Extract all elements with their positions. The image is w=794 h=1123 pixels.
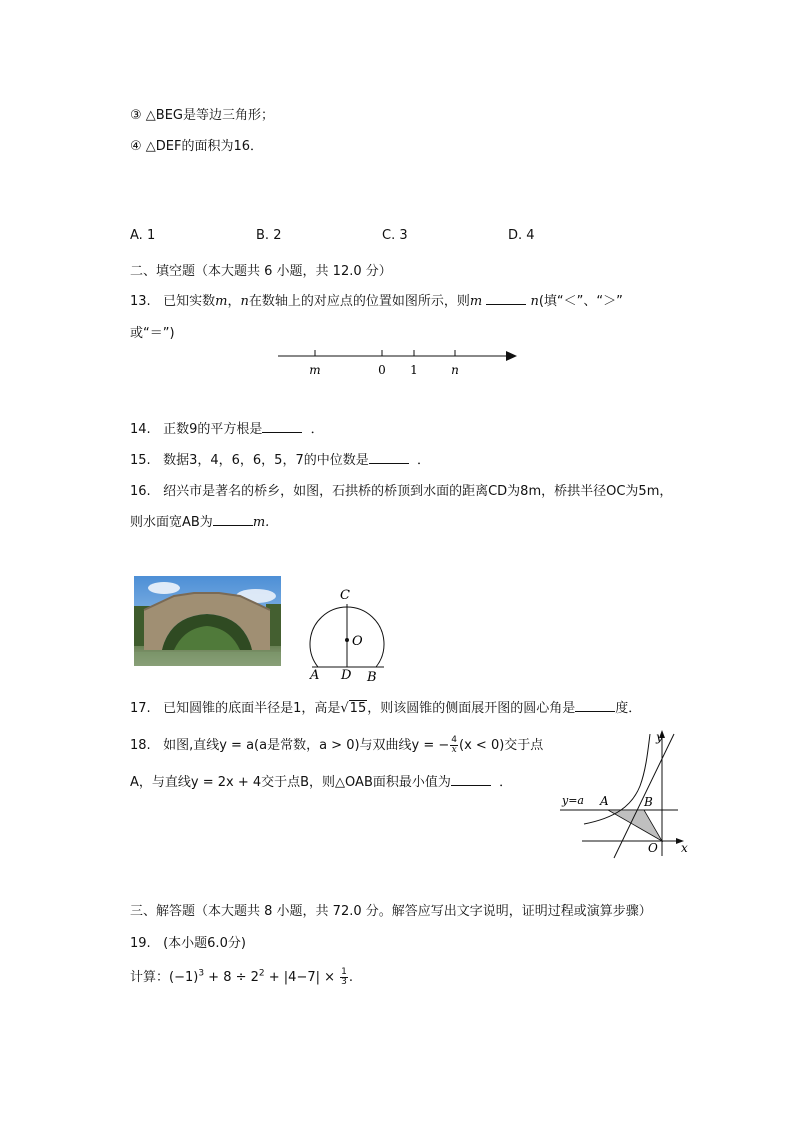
arch-figure [304,584,394,684]
center-point [345,638,349,642]
label-a: A [310,668,320,683]
answer-blank[interactable] [451,772,491,786]
answer-blank[interactable] [213,512,253,526]
number-line-figure [274,345,524,381]
question-13-line2: 或“＝”) [130,326,175,341]
label-y: y [656,730,663,744]
question-18: 18. 如图,直线y = a(a是常数，a > 0)与双曲线y = − $\frac{4}{x}$ (x < 0)交于点 [130,735,544,755]
label-1: 1 [410,363,418,377]
answer-blank[interactable] [575,698,615,712]
label-o: O [352,634,363,649]
fraction: $\frac{1}{3}$ [341,967,347,987]
question-18-line2: A，与直线y = 2x + 4交于点B，则△OAB面积最小值为 ． [130,771,512,790]
choice-d[interactable]: D. 4 [508,228,535,243]
statement-3 [130,104,274,123]
label-n: n [451,363,459,377]
label-point-o: O [648,841,658,855]
label-point-a: A [600,794,609,808]
question-19-header: 19. (本小题6.0分) [130,936,246,951]
question-19-expression: 计算：$(-1)^3 + 8 \div 2^2 + |4-7|$ × $\frac{1}{3}$ . [130,967,354,987]
statement-marker: ④ [130,139,142,154]
label-y-equals-a: y=a [562,794,584,807]
question-15: 15. 数据3，4，6，6，5，7的中位数是 ． [130,449,430,468]
answer-blank[interactable] [486,291,526,305]
statement-4 [130,135,263,154]
bridge-photo [134,576,281,666]
label-0: 0 [378,363,386,377]
statement-text: △BEG是等边三角形； [145,108,275,123]
choice-b[interactable]: B. 2 [256,228,282,243]
choice-a[interactable]: A. 1 [130,228,156,243]
label-c: C [340,588,350,603]
statement-text: △DEF的面积为16． [145,139,264,154]
hyperbola-figure [560,728,696,860]
label-d: D [341,668,352,683]
section-title: 三、解答题（本大题共 8 小题，共 72.0 分。解答应写出文字说明，证明过程或演算步骤） [130,904,652,919]
answer-blank[interactable] [262,419,302,433]
answer-blank[interactable] [369,450,409,464]
fraction: $\frac{4}{x}$ [451,735,458,755]
question-17: 17. 已知圆锥的底面半径是1，高是√15，则该圆锥的侧面展开图的圆心角是 度． [130,697,641,716]
statement-marker: ③ [130,108,142,123]
label-x: x [681,841,688,855]
question-13: 13. 已知实数m，n在数轴上的对应点的位置如图所示，则m n(填“＜”、“＞” [130,290,623,309]
question-16-line2: 则水面宽AB为 m. [130,511,269,530]
question-14: 14. 正数9的平方根是 ． [130,418,324,437]
label-m: m [309,363,321,377]
label-b: B [367,670,377,684]
axis-arrow [506,351,517,361]
section-title: 二、填空题（本大题共 6 小题，共 12.0 分） [130,264,392,279]
question-16: 16. 绍兴市是著名的桥乡，如图，石拱桥的桥顶到水面的距离CD为8m，桥拱半径OC为5m， [130,484,673,499]
label-point-b: B [644,795,653,809]
choice-c[interactable]: C. 3 [382,228,408,243]
